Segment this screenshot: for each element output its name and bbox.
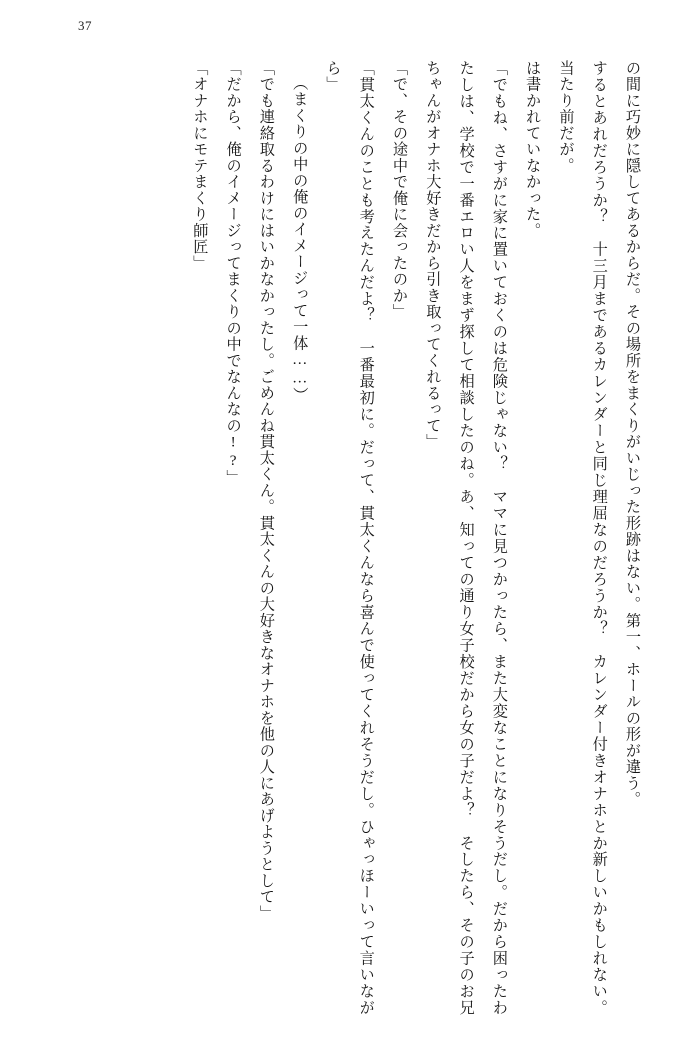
paragraph: は書かれていなかった。 bbox=[524, 60, 542, 239]
paragraph: するとあれだろうか？ 十三月まであるカレンダーと同じ理屈なのだろうか？ カレンダー付きオナホとか新しいかもしれない。当たり前だが。 bbox=[557, 60, 608, 1016]
paragraph: の間に巧妙に隠してあるからだ。その場所をまくりがいじった形跡はない。第一、ホールの形が違う。 bbox=[624, 60, 641, 808]
novel-body-text bbox=[48, 60, 649, 1016]
paragraph: 「で、その途中で俺に会ったのか」 bbox=[391, 60, 409, 320]
paragraph: 「オナホにモテまくり師匠」 bbox=[191, 60, 209, 272]
paragraph: （まくりの中の俺のイメージって一体……） bbox=[291, 75, 309, 404]
page-number: 37 bbox=[78, 18, 92, 33]
paragraph: 「でも連絡取るわけにはいかなかったし。ごめんね貫太くん。貫太くんの大好きなオナホを他の人にあげようとして」 bbox=[257, 60, 275, 922]
paragraph: 「だから、俺のイメージってまくりの中でなんなの!?」 bbox=[224, 60, 242, 487]
paragraph: 「でもね、さすがに家に置いておくのは危険じゃない？ ママに見つかったら、また大変なことになりそうだし。だから困ったわたしは、学校で一番エロい人をまず探して相談したのね。あ、知っての通り女子校だから女の子だよ？ そしたら、その子のお兄ちゃんがオナホ大好きだから引き取ってくれるって」 bbox=[424, 60, 508, 1016]
paragraph: 「貫太くんのことも考えたんだよ？ 一番最初に。だって、貫太くんなら喜んで使ってくれそうだし。ひゃっほーいって言いながら」 bbox=[324, 60, 375, 1016]
